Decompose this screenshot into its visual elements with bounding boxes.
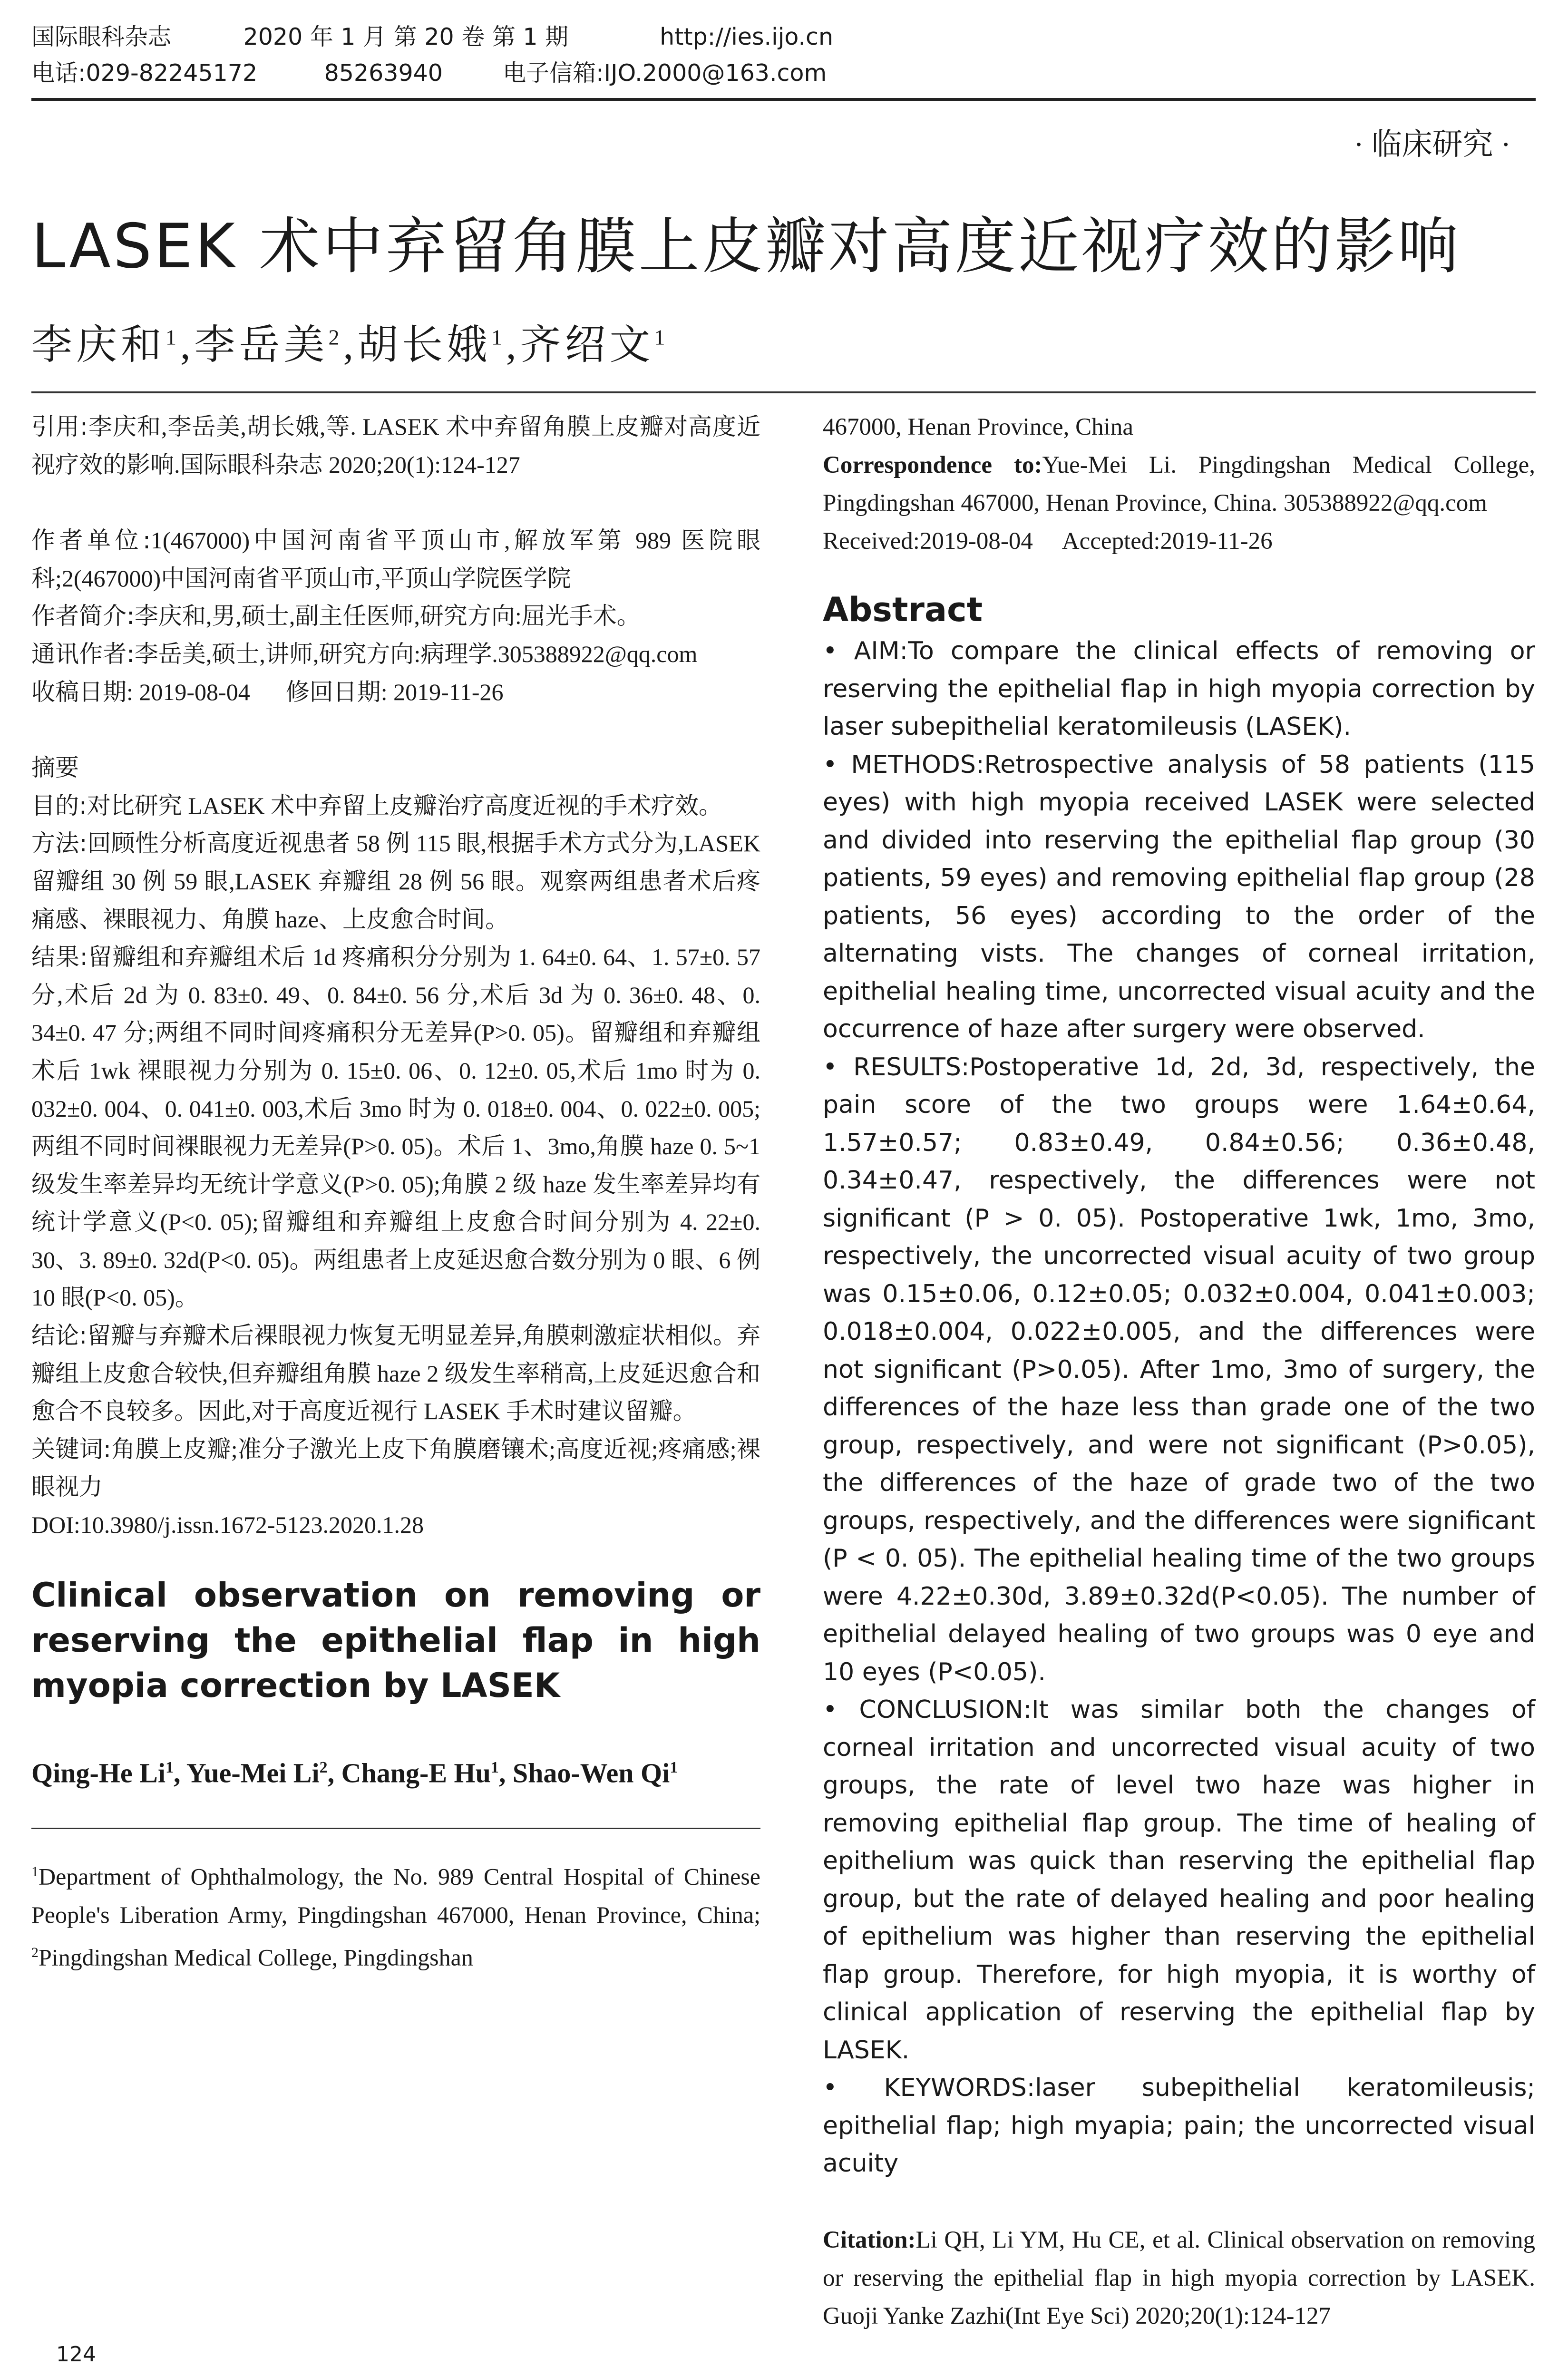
corr-label: 通讯作者: [31, 640, 135, 668]
methods-label: 方法: [31, 829, 88, 857]
en-author-name: Qing-He Li [31, 1757, 166, 1788]
keywords-en [823, 2069, 1535, 2183]
keywords-text-en: laser subepithelial keratomileusis; epithelial flap; high myapia; pain; the uncorrected visual acuity [823, 2074, 1535, 2178]
header-row-1 [31, 19, 1534, 55]
citation-cn [31, 408, 760, 484]
citation-label-en: Citation: [823, 2226, 916, 2253]
abstract-heading: 摘要 [31, 754, 79, 782]
aim-en [823, 633, 1535, 746]
dates-cn: 收稿日期: 2019-08-04 修回日期: 2019-11-26 [31, 678, 504, 705]
fn-sup: 2 [31, 1944, 39, 1960]
aim-text: 对比研究 LASEK 术中弃留上皮瓣治疗高度近视的手术疗效。 [87, 792, 722, 819]
conclusion-en [823, 1691, 1535, 2069]
email[interactable]: 电子信箱:IJO.2000@163.com [503, 59, 827, 87]
en-author-affil: 1 [490, 1758, 499, 1776]
issue-info: 2020 年 1 月 第 20 卷 第 1 期 [243, 23, 569, 50]
journal-url[interactable]: http://ies.ijo.cn [660, 23, 834, 50]
aim-text-en: To compare the clinical effects of removing or reserving the epithelial flap in high myopia correction by laser subepithelial keratomileusis (LASEK). [823, 637, 1535, 741]
methods-label-en: • METHODS: [823, 750, 984, 779]
correspondence-en [823, 446, 1535, 522]
author-list: 李庆和$^1$,李岳美$^2$,胡长娥$^1$,齐绍文$^1$ [31, 322, 669, 368]
aim-label-en: • AIM: [823, 637, 908, 665]
results-text: 留瓣组和弃瓣组术后 1d 疼痛积分分别为 1. 64±0. 64、1. 57±0. 57 分,术后 2d 为 0. 83±0. 49、0. 84±0. 56 分,术后 3d 为 0. 36±0. 48、0. 34±0. 47 分;两组不同时间疼痛积分无差异(P>0. 05)。留瓣组和弃瓣组术后 1wk 裸眼视力分别为 0. 15±0. 06、0. 12±0. 05,术后 1mo 时为 0. 032±0. 004、0. 041±0. 003,术后 3mo 时为 0. 018±0. 004、0. 022±0. 005;两组不同时间裸眼视力无差异(P>0. 05)。术后 1、3mo,角膜 haze 0. 5~1 级发生率差异均无统计学意义(P>0. 05);角膜 2 级 haze 发生率差异均有统计学意义(P<0. 05);留瓣组和弃瓣组上皮愈合时间分别为 4. 22±0. 30、3. 89±0. 32d(P<0. 05)。两组患者上皮延迟愈合数分别为 0 眼、6 例 10 眼(P<0. 05)。 [31, 944, 760, 1311]
conclusion-label: 结论: [31, 1322, 88, 1350]
keywords-text: 角膜上皮瓣;准分子激光上皮下角膜磨镶术;高度近视;疼痛感;裸眼视力 [31, 1435, 760, 1500]
section-tag: · 临床研究 · [1354, 127, 1511, 161]
author-affil: 1 [491, 325, 506, 350]
methods-en [823, 746, 1535, 1049]
english-author-list: Qing-He Li$^1$, Yue-Mei Li$^2$, Chang-E Hu$^1$, Shao-Wen Qi$^1$ [31, 1757, 678, 1788]
methods-text-en: Retrospective analysis of 58 patients (115 eyes) with high myopia received LASEK were selected and divided into reserving the epithelial flap group (30 patients, 59 eyes) and removing epithelial flap group (28 patients, 56 eyes) according to the order of the alternating vists. The changes of corneal irritation, epithelial healing time, uncorrected visual acuity and the occurrence of haze after surgery were observed. [823, 750, 1535, 1043]
citation-label: 引用: [31, 413, 88, 440]
english-title: Clinical observation on removing or reserving the epithelial flap in high myopia correction by LASEK [31, 1575, 760, 1705]
abstract-heading-en: Abstract [823, 590, 983, 629]
affiliation-label: 作者单位: [31, 526, 151, 555]
corr-text-en: Yue-Mei Li. Pingdingshan Medical College, Pingdingshan 467000, Henan Province, China. 305388922@qq.com [823, 452, 1535, 516]
methods-cn [31, 825, 760, 938]
bio-text: 李庆和,男,硕士,副主任医师,研究方向:屈光手术。 [134, 603, 641, 630]
correspondence-cn [31, 635, 760, 673]
author-affil: 1 [166, 325, 180, 350]
methods-text: 回顾性分析高度近视患者 58 例 115 眼,根据手术方式分为,LASEK 留瓣组 30 例 59 眼,LASEK 弃瓣组 28 例 56 眼。观察两组患者术后疼痛感、裸眼视力、角膜 haze、上皮愈合时间。 [31, 830, 760, 933]
fax: 85263940 [324, 59, 443, 87]
author-name: 胡长娥 [357, 322, 491, 368]
author-affil: 2 [328, 325, 343, 350]
right-column [823, 408, 1535, 2335]
conclusion-label-en: • CONCLUSION: [823, 1695, 1032, 1724]
en-author-affil: 1 [165, 1758, 174, 1776]
fn-text: Department of Ophthalmology, the No. 989 Central Hospital of Chinese People's Liberation Army, Pingdingshan 467000, Henan Province, China; [31, 1863, 760, 1928]
phone: 电话:029-82245172 [31, 59, 258, 87]
affiliation-footnote [31, 1853, 760, 1976]
footnote-continued: 467000, Henan Province, China [823, 414, 1133, 440]
results-cn [31, 938, 760, 1317]
keywords-label-en: • KEYWORDS: [823, 2074, 1035, 2102]
en-author-name: Chang-E Hu [341, 1757, 491, 1788]
en-author-affil: 1 [670, 1758, 678, 1776]
left-column [31, 408, 760, 1976]
page-number: 124 [56, 2342, 96, 2367]
results-text-en: Postoperative 1d, 2d, 3d, respectively, the pain score of the two groups were 1.64±0.64, 1.57±0.57; 0.83±0.49, 0.84±0.56; 0.36±0.48, 0.34±0.47, respectively, the differences were not significant (P > 0. 05). Postoperative 1wk, 1mo, 3mo, respectively, the uncorrected visual acuity of two group was 0.15±0.06, 0.12±0.05; 0.032±0.004, 0.041±0.003; 0.018±0.004, 0.022±0.005, and the differences were not significant (P>0.05). After 1mo, 3mo of surgery, the differences of the haze less than grade one of the two group, respectively, and were not significant (P>0.05), the differences of the haze of grade two of the two groups, respectively, and the differences were significant (P < 0. 05). The epithelial healing time of the two groups were 4.22±0.30d, 3.89±0.32d(P<0.05). The number of epithelial delayed healing of two groups was 0 eye and 10 eyes (P<0.05). [823, 1052, 1535, 1686]
aim-label: 目的: [31, 791, 87, 819]
author-name: 齐绍文 [520, 322, 654, 368]
author-name: 李庆和 [31, 322, 166, 368]
fn-sup: 1 [31, 1863, 39, 1880]
bio-label: 作者简介: [31, 602, 135, 630]
affiliation-text: 1(467000)中国河南省平顶山市,解放军第 989 医院眼科;2(467000)中国河南省平顶山市,平顶山学院医学院 [31, 527, 760, 592]
fn-text: Pingdingshan Medical College, Pingdingshan [39, 1944, 473, 1971]
title-rule [31, 391, 1536, 393]
conclusion-text: 留瓣与弃瓣术后裸眼视力恢复无明显差异,角膜刺激症状相似。弃瓣组上皮愈合较快,但弃瓣组角膜 haze 2 级发生率稍高,上皮延迟愈合和愈合不良较多。因此,对于高度近视行 LASEK 手术时建议留瓣。 [31, 1322, 760, 1425]
header-rule [31, 98, 1536, 101]
article-title: LASEK 术中弃留角膜上皮瓣对高度近视疗效的影响 [31, 211, 1461, 282]
received-accepted: Received:2019-08-04 Accepted:2019-11-26 [823, 528, 1273, 555]
results-en [823, 1049, 1535, 1692]
en-author-name: Shao-Wen Qi [512, 1757, 670, 1788]
abstract-heading-cn [31, 749, 760, 787]
affiliation-cn [31, 522, 760, 597]
corr-label-en: Correspondence to: [823, 452, 1042, 478]
corr-text: 李岳美,硕士,讲师,研究方向:病理学.305388922@qq.com [134, 640, 698, 667]
citation-text-en: Li QH, Li YM, Hu CE, et al. Clinical observation on removing or reserving the epithelial flap in high myopia correction by LASEK. Guoji Yanke Zazhi(Int Eye Sci) 2020;20(1):124-127 [823, 2226, 1535, 2329]
footnote-rule [31, 1828, 760, 1829]
citation-en [823, 2221, 1535, 2335]
results-label: 结果: [31, 943, 88, 971]
running-header [31, 19, 1534, 91]
keywords-label: 关键词: [31, 1435, 111, 1463]
author-bio [31, 597, 760, 635]
en-author-affil: 2 [319, 1758, 328, 1776]
citation-text: 李庆和,李岳美,胡长娥,等. LASEK 术中弃留角膜上皮瓣对高度近视疗效的影响.国际眼科杂志 2020;20(1):124-127 [31, 413, 760, 478]
aim-cn [31, 787, 760, 825]
author-name: 李岳美 [194, 322, 329, 368]
results-label-en: • RESULTS: [823, 1052, 970, 1081]
conclusion-cn [31, 1317, 760, 1431]
doi[interactable]: DOI:10.3980/j.issn.1672-5123.2020.1.28 [31, 1511, 424, 1539]
journal-name: 国际眼科杂志 [31, 23, 172, 50]
author-affil: 1 [654, 325, 669, 350]
en-author-name: Yue-Mei Li [186, 1757, 320, 1788]
conclusion-text-en: It was similar both the changes of corneal irritation and uncorrected visual acuity of two groups, the rate of level two haze was higher in removing epithelial flap group. The time of healing of epithelium was quick than reserving the epithelial flap group, but the rate of delayed healing and poor healing of epithelium was higher than reserving the epithelial flap group. Therefore, for high myopia, it is worthy of clinical application of reserving the epithelial flap by LASEK. [823, 1695, 1535, 2065]
header-row-2 [31, 55, 1534, 91]
keywords-cn [31, 1431, 760, 1506]
